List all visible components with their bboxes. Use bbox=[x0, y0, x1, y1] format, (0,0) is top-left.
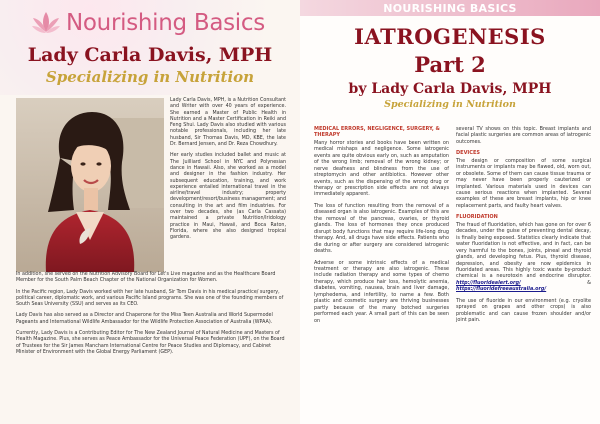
right-page bbox=[300, 0, 600, 424]
brand-logo bbox=[30, 6, 265, 40]
bio-paragraph: Lady Carla Davis, MPH, is a Nutrition Consultant and Writer with over 40 years of experience. She earned a Master of Public Health in Nutrition and a Master Certification in Reiki and Feng Shui. Lady Davis also studied with various notable professionals, including her late husband, Sir Thomas Davis, MD, KBE, the late Dr. Bernard Jensen, and Dr. Reza Chowdhury. bbox=[170, 98, 286, 148]
article-paragraph: The design or composition of some surgical instruments or implants may be flawed, old, worn out, or obsolete. Some of them can cause tissue trauma or may never have been properly cauterized or implanted. Various materials used in devices can cause serious reactions when implanted. Several examples of these are breast implants, hip or knee replacement parts, and faulty heart valves. bbox=[456, 157, 591, 209]
link-joiner: & bbox=[587, 279, 591, 286]
bio-paragraph: In the Pacific region, Lady Davis worked with her late husband, Sir Tom Davis in his medical practice/ surgery, political career, diplomatic work, and various Pacific Island programs. She was one of the founding members of South Seas University (SSU) and serves as its CEO. bbox=[16, 289, 284, 308]
fluoridation-text: The fraud of fluoridation, which has gone on for over 6 decades, under the guise of preventing dental decay, is finally being exposed. Statistics clearly indicate that water fluoridation is not effective, and in fact, can be very harmful to the bones, joints, pineal and thyroid glands, and developing fetus. Plus, thyroid disease, depression, and obesity are now epidemics in fluoridated areas. This highly toxic waste by-product chemical is a neurotoxin and endocrine disruptor. bbox=[456, 221, 591, 280]
article-byline: by Lady Carla Davis, MPH bbox=[348, 81, 552, 97]
section-heading: MEDICAL ERRORS, NEGLIGENCE, SURGERY, & THERAPY bbox=[314, 126, 440, 139]
brand-name: Nourishing Basics bbox=[66, 10, 265, 36]
byline-tagline: Specializing in Nutrition bbox=[384, 99, 516, 110]
article-title: IATROGENESIS bbox=[354, 24, 546, 49]
author-tagline: Specializing in Nutrition bbox=[45, 68, 255, 86]
author-name: Lady Carla Davis, MPH bbox=[27, 44, 273, 66]
bio-side-text bbox=[170, 98, 286, 247]
section-heading: DEVICES bbox=[456, 150, 480, 157]
portrait-image bbox=[16, 98, 164, 272]
bio-full-text bbox=[16, 272, 288, 361]
bio-paragraph: Currently, Lady Davis is a Contributing Editor for The New Zealand Journal of Natural Medicine and Masters of Health Magazine. Plus, she serves as Peace Ambassador for the Universal Peace Federation (UPF), on the Board of Trustees for the Sir James Mancham International Centre for Peace Studies and Diplomacy, and Cabinet Minister of Environment with the Global Energy Parliament (GEP). bbox=[16, 331, 285, 355]
article-part: Part 2 bbox=[414, 52, 486, 77]
article-column-2 bbox=[456, 126, 591, 329]
lotus-icon bbox=[30, 8, 62, 38]
fluoride-free-link[interactable]: https://fluoridefreeaustralia.org/ bbox=[456, 286, 547, 293]
section-heading: FLUORIDATION bbox=[456, 214, 498, 221]
article-column-1 bbox=[314, 126, 449, 329]
bio-paragraph: Lady Davis has also served as a Director and Chaperone for the Miss Teen Australia and World Supermodel Pageants and International Wildlife Ambassador for the Wildlife Protection Association of Australia (WPAA). bbox=[16, 313, 273, 325]
header-strip-text: NOURISHING BASICS bbox=[383, 1, 517, 15]
bio-paragraph: Her early studies included ballet and music at The Juilliard School in NYC and Polynesian dance in Hawaii. Also, she worked as a model and designer in the fashion industry. Her subsequent education, training, and work experience entailed international travel in the airline/travel industry; property development/resort/business management; and consulting in the art and film industries. For over two decades, she (as Carla Cassata) maintained a private Nutrition/Iridology practice in Maui, Hawaii, and Boca Raton, Florida, where she also designed tropical gardens. bbox=[170, 153, 286, 241]
author-photo bbox=[16, 98, 164, 272]
article-paragraph: Adverse or some intrinsic effects of a medical treatment or therapy are also iatrogenic. These include radiation therapy and some types of chemo therapy, which produce hair loss, hemolytic anemia, diabetes, vomiting, nausea, brain and liver damage, lymphedema, and infertility, to name a few. Both plastic and cosmetic surgery are thriving businesses partly because of the many botched surgeries performed each year. A small part of this can be seen on bbox=[314, 259, 449, 324]
article-paragraph bbox=[456, 222, 591, 293]
header-strip bbox=[300, 0, 600, 16]
article-paragraph: several TV shows on this topic. Breast implants and facial plastic surgeries are common areas of iatrogenic outcomes. bbox=[456, 126, 591, 145]
fluoride-alert-link[interactable]: http://fluoridealert.org/ bbox=[456, 279, 521, 286]
bio-paragraph: In addition, she served on the Nutrition Advisory Board for Let's Live magazine and as the Healthcare Board Member for the South Palm Beach Chapter of the National Organization for Women. bbox=[16, 272, 276, 284]
article-paragraph: Many horror stories and books have been written on medical mishaps and negligence. Some iatrogenic events are quite obvious early on, such as amputation of the wrong limb; removal of the wrong kidney; or nerve deafness and blindness from the use of streptomycin and other antibiotics. However other events, such as the dispensing of the wrong drug or therapy or prescription side effects are not always immediately apparent. bbox=[314, 139, 449, 198]
article-paragraph: The use of fluoride in our environment (e.g. cryolite sprayed on grapes and other crops) is also problematic and can cause frozen shoulder and/or joint pain. bbox=[456, 297, 591, 324]
article-paragraph: The loss of function resulting from the removal of a diseased organ is also iatrogenic. Examples of this are the removal of the pancreas, ovaries, or thyroid glands. The loss of hormones they once produced disrupt body functions that may require life-long drug therapy. And, all drugs have side effects. Patients who die during or after surgery are considered iatrogenic deaths. bbox=[314, 202, 449, 255]
